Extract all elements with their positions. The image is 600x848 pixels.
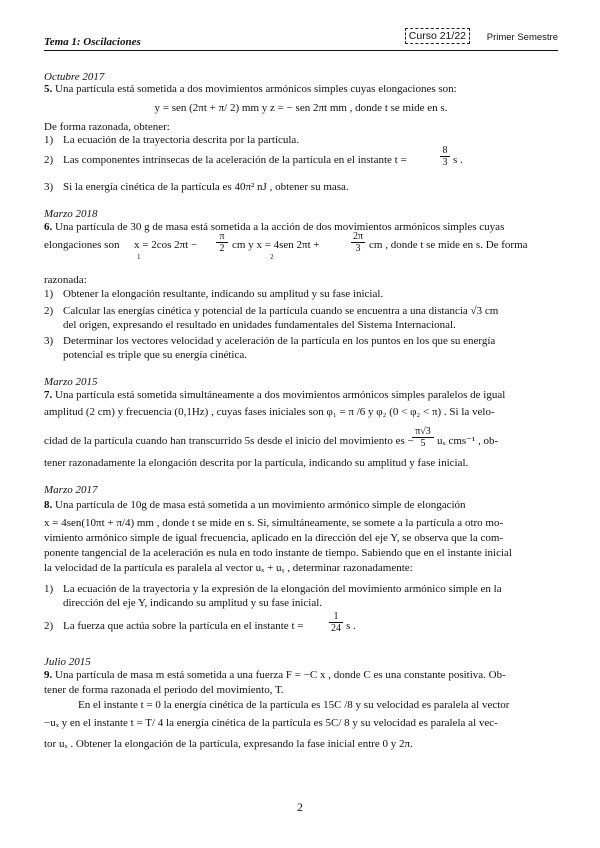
p6-sub1: 1 [137,253,141,261]
p8-date: Marzo 2017 [44,484,98,496]
p6-line2b: cm , donde t se mide en s. De forma [369,239,528,251]
p6-frac1-den: 2 [216,242,228,254]
p8-item1a: La ecuación de la trayectoria y la expresión de la elongación del movimiento armónico simple en la [63,583,502,595]
p8-line2: x = 4sen(10πt + π/4) mm , donde t se mide en s. Si, simultáneamente, se somete a la partícula a otro mo- [44,517,504,529]
p8-frac-den: 24 [331,623,341,634]
p9-line2: tener de forma razonada el periodo del movimiento, T. [44,684,284,696]
p5-date: Octubre 2017 [44,71,105,83]
p8-item2-num: 2) [44,620,54,632]
p5-line1: 5. Una partícula está sometida a dos movimientos armónicos simples cuyas elongaciones son: [44,83,457,95]
p9-line1: 9. Una partícula de masa m está sometida a una fuerza F = −C x , donde C es una constante positiva. Ob- [44,669,506,681]
p5-item2: Las componentes intrínsecas de la aceleración de la partícula en el instante t = [63,154,407,166]
p5-item1: La ecuación de la trayectoria descrita por la partícula. [63,134,300,146]
p5-line2: De forma razonada, obtener: [44,121,170,133]
p7-frac-num: π√3 [415,426,431,437]
p9-line5: tor uₓ . Obtener la elongación de la partícula, expresando la fase inicial entre 0 y 2π. [44,738,413,750]
p9-line3: En el instante t = 0 la energía cinética de la partícula es 15C /8 y su velocidad es paralela al vector [78,699,510,711]
header-rule [44,50,558,51]
page-number: 2 [297,800,303,814]
p5-item2-unit: s . [453,154,463,166]
p5-item3: Si la energía cinética de la partícula es 40π² nJ , obtener su masa. [63,181,349,193]
p7-frac-den: 5 [412,437,434,449]
p8-line5: la velocidad de la partícula es paralela al vector uₓ + uᵧ , determinar razonadamente: [44,562,413,574]
p5-frac-den: 3 [440,156,450,168]
p6-item2-num: 2) [44,305,54,317]
p8-item1b: dirección del eje Y, indicando su amplitud y su fase inicial. [63,597,323,609]
p8-line4: ponente tangencial de la aceleración es nula en todo instante de tiempo. Sabiendo que en el instante inicial [44,547,512,559]
p6-item1-num: 1) [44,288,54,300]
header-title: Tema 1: Oscilaciones [44,36,141,48]
p5-item1-num: 1) [44,134,54,146]
p6-item2a: Calcular las energías cinética y potencial de la partícula cuando se encuentra a una distancia √3 cm [63,305,499,317]
p6-frac2-num: 2π [352,231,364,242]
p6-item3a: Determinar los vectores velocidad y aceleración de la partícula en los puntos en los que su energía [63,335,496,347]
p6-frac2 [351,231,365,254]
p6-line3: razonada: [44,274,87,286]
p5-item2-num: 2) [44,154,54,166]
p6-item3-num: 3) [44,335,54,347]
p7-line2: amplitud (2 cm) y frecuencia (0,1Hz) , cuyas fases iniciales son φ₁ = π /6 y φ₂ (0 < φ₂ < π) . Si la velo- [44,406,495,418]
p5-equation: y = sen (2πt + π/ 2) mm y z = − sen 2πt mm , donde t se mide en s. [154,102,448,114]
p6-eq-mid: cm y x = 4sen 2πt + [232,239,320,251]
p6-line2a: elongaciones son [44,239,120,251]
p6-eq-x1: x = 2cos 2πt − [134,239,198,251]
p6-item2b: del origen, expresando el resultado en unidades fundamentales del Sistema Internacional. [63,319,456,331]
p6-frac2-den: 3 [351,242,365,254]
header-semester: Primer Semestre [486,32,558,43]
p7-date: Marzo 2015 [44,376,98,388]
p7-line3b: uₓ cms⁻¹ , ob- [437,435,499,447]
p5-item3-num: 3) [44,181,54,193]
p8-frac-num: 1 [333,611,339,622]
p6-frac1 [216,231,228,254]
p8-item2-unit: s . [346,620,356,632]
p6-line1: 6. Una partícula de 30 g de masa está sometida a la acción de dos movimientos armónicos simples cuyas [44,221,505,233]
p5-frac [440,145,450,168]
p5-frac-num: 8 [442,145,448,156]
p6-date: Marzo 2018 [44,208,98,220]
p8-item2: La fuerza que actúa sobre la partícula en el instante t = [63,620,304,632]
p8-line3: vimiento armónico simple de igual frecuencia, aplicado en la dirección del eje Y, se observa que la com- [44,532,504,544]
p9-line4: −uₓ y en el instante t = T/ 4 la energía cinética de la partícula es 5C/ 8 y su velocidad es paralela al vec- [44,717,498,729]
page-header [44,30,558,50]
p7-line4: tener razonadamente la elongación descrita por la partícula, indicando su amplitud y fase inicial. [44,457,469,469]
p8-frac [329,611,343,634]
p7-line3a: cidad de la partícula cuando han transcurrido 5s desde el inicio del movimiento es − [44,435,414,447]
p6-item1: Obtener la elongación resultante, indicando su amplitud y su fase inicial. [63,288,384,300]
p6-item3b: potencial es triple que su energía cinética. [63,349,247,361]
p8-line1: 8. Una partícula de 10g de masa está sometida a un movimiento armónico simple de elongación [44,499,466,511]
p6-frac1-num: π [219,231,225,242]
p7-frac [412,426,434,449]
header-course: Curso 21/22 [405,28,470,44]
p7-line1: 7. Una partícula está sometida simultáneamente a dos movimientos armónicos simples paralelos de igual [44,389,506,401]
p9-date: Julio 2015 [44,656,91,668]
p6-sub2: 2 [270,253,274,261]
p8-item1-num: 1) [44,583,54,595]
